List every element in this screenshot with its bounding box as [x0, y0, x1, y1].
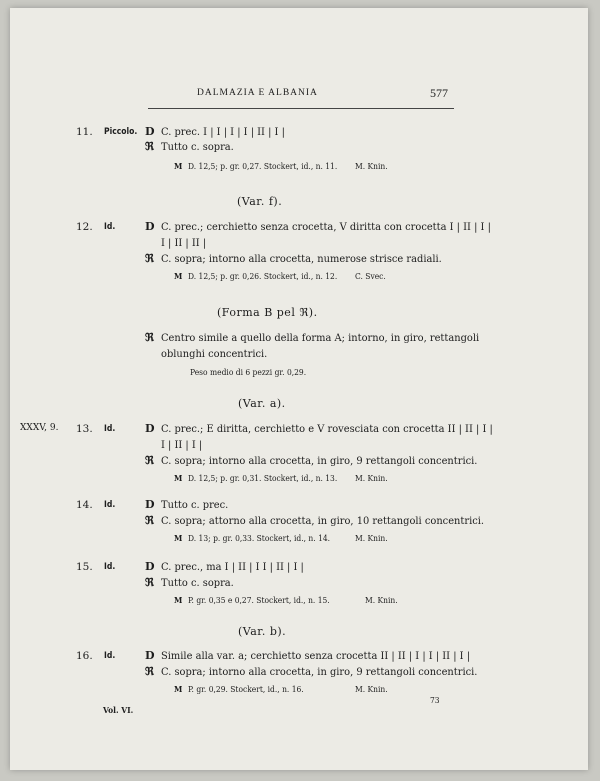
collection: M. Knin.	[355, 473, 388, 483]
collection: M. Knin.	[355, 533, 388, 543]
reference-text: P. gr. 0,35 e 0,27. Stockert, id., n. 15.	[188, 595, 330, 605]
entry-label: Piccolo.	[104, 127, 138, 137]
entry-number: 14.	[76, 499, 93, 511]
metal-symbol: M	[174, 161, 183, 171]
header-rule	[148, 108, 454, 109]
reverse-text: Tutto c. sopra.	[161, 577, 234, 589]
forma-description: Centro simile a quello della forma A; intorno, in giro, rettangoli	[161, 332, 480, 344]
obverse-text: Tutto c. prec.	[161, 499, 229, 511]
reference-text: P. gr. 0,29. Stockert, id., n. 16.	[188, 684, 304, 694]
reverse-symbol: ℜ	[145, 665, 154, 678]
collection: M. Knin.	[355, 684, 388, 694]
obverse-symbol: D	[145, 422, 155, 435]
reverse-symbol: ℜ	[145, 454, 154, 467]
reverse-symbol: ℜ	[145, 576, 154, 589]
entry-label: Id.	[104, 222, 116, 232]
metal-symbol: M	[174, 271, 183, 281]
obverse-symbol: D	[145, 125, 155, 138]
obverse-text: C. prec., ma I | II | I I | II | I |	[161, 561, 304, 573]
entry-number: 15.	[76, 561, 93, 573]
entry-label: Id.	[104, 424, 116, 434]
reference-text: D. 12,5; p. gr. 0,31. Stockert, id., n. 13.	[188, 473, 338, 483]
obverse-symbol: D	[145, 498, 155, 511]
obverse-text-continued: I | II | II |	[161, 237, 207, 249]
entry-number: 12.	[76, 221, 93, 233]
reference-text: D. 13; p. gr. 0,33. Stockert, id., n. 14.	[188, 533, 331, 543]
metal-symbol: M	[174, 533, 183, 543]
obverse-text: C. prec. I | I | I | I | II | I |	[161, 126, 285, 138]
forma-description-continued: oblunghi concentrici.	[161, 348, 268, 360]
metal-symbol: M	[174, 473, 183, 483]
collection: C. Svec.	[355, 271, 386, 281]
section-heading-var-a: (Var. a).	[238, 397, 286, 410]
reverse-text: Tutto c. sopra.	[161, 141, 234, 153]
reverse-symbol: ℜ	[145, 252, 154, 265]
running-title: DALMAZIA E ALBANIA	[197, 88, 318, 98]
reverse-symbol: ℜ	[145, 140, 154, 153]
collection: M. Knin.	[355, 161, 388, 171]
reverse-text: C. sopra; intorno alla crocetta, in giro, 9 rettangoli concentrici.	[161, 666, 478, 678]
reverse-text: C. sopra; intorno alla crocetta, in giro, 9 rettangoli concentrici.	[161, 455, 478, 467]
metal-symbol: M	[174, 684, 183, 694]
entry-number: 16.	[76, 650, 93, 662]
obverse-text: C. prec.; cerchietto senza crocetta, V diritta con crocetta I | II | I |	[161, 221, 491, 233]
reference-text: D. 12,5; p. gr. 0,27. Stockert, id., n. 11.	[188, 161, 338, 171]
reverse-symbol: ℜ	[145, 331, 154, 344]
document-page	[10, 8, 588, 770]
section-heading-var-b: (Var. b).	[238, 625, 287, 638]
entry-number: 13.	[76, 423, 93, 435]
obverse-symbol: D	[145, 560, 155, 573]
obverse-symbol: D	[145, 649, 155, 662]
obverse-symbol: D	[145, 220, 155, 233]
average-weight: Peso medio di 6 pezzi gr. 0,29.	[190, 367, 307, 377]
entry-label: Id.	[104, 651, 116, 661]
collection: M. Knin.	[365, 595, 398, 605]
entry-label: Id.	[104, 562, 116, 572]
reverse-text: C. sopra; attorno alla crocetta, in giro, 10 rettangoli concentrici.	[161, 515, 485, 527]
reverse-text: C. sopra; intorno alla crocetta, numerose strisce radiali.	[161, 253, 442, 265]
volume-label: Vol. VI.	[103, 705, 134, 715]
reverse-symbol: ℜ	[145, 514, 154, 527]
plate-reference: XXXV, 9.	[20, 423, 59, 433]
page-number: 577	[430, 86, 448, 100]
obverse-text: Simile alla var. a; cerchietto senza crocetta II | II | I | I | II | I |	[161, 650, 471, 662]
obverse-text-continued: I | II | I |	[161, 439, 203, 451]
entry-label: Id.	[104, 500, 116, 510]
obverse-text: C. prec.; E diritta, cerchietto e V rovesciata con crocetta II | II | I |	[161, 423, 493, 435]
signature-mark: 73	[430, 695, 440, 705]
entry-number: 11.	[76, 126, 93, 138]
reference-text: D. 12,5; p. gr. 0,26. Stockert, id., n. 12.	[188, 271, 338, 281]
section-heading-forma-b: (Forma B pel ℜ).	[217, 306, 318, 319]
metal-symbol: M	[174, 595, 183, 605]
section-heading-var-f: (Var. f).	[237, 195, 283, 208]
